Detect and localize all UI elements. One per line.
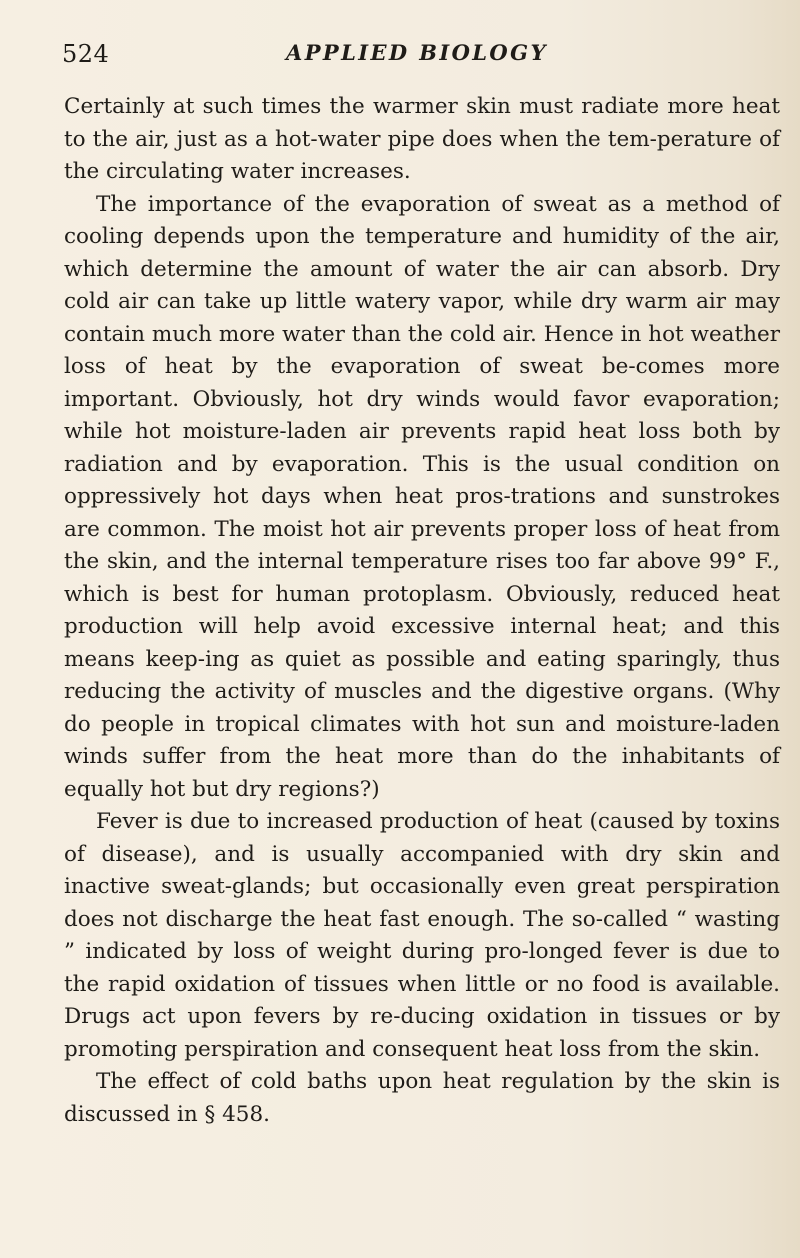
- running-title: APPLIED BIOLOGY: [286, 40, 548, 65]
- paragraph-2: The importance of the evaporation of sweat as a method of cooling depends upon the temperature and humidity of the air, which determine the amount of water the air can absorb. Dry cold air can take up little watery vapor, while dry warm air may contain much more water than the cold air. Hence in hot weather loss of heat by the evaporation of sweat be-comes more important. Obviously, hot dry winds would favor evaporation; while hot moisture-laden air prevents rapid heat loss both by radiation and by evaporation. This is the usual condition on oppressively hot days when heat pros-trations and sunstrokes are common. The moist hot air prevents proper loss of heat from the skin, and the internal temperature rises too far above 99° F., which is best for human protoplasm. Obviously, reduced heat production will help avoid excessive internal heat; and this means keep-ing as quiet as possible and eating sparingly, thus reducing the activity of muscles and the digestive organs. (Why do people in tropical climates with hot sun and moisture-laden winds suffer from the heat more than do the inhabitants of equally hot but dry regions?): [64, 191, 780, 802]
- paragraph-4: The effect of cold baths upon heat regulation by the skin is discussed in § 458.: [64, 1069, 780, 1127]
- page-header: [62, 40, 782, 76]
- body-text: [64, 91, 780, 1131]
- page-number: 524: [62, 40, 110, 68]
- paragraph-3: Fever is due to increased production of heat (caused by toxins of disease), and is usually accompanied with dry skin and inactive sweat-glands; but occasionally even great perspiration does not discharge the heat fast enough. The so-called “ wasting ” indicated by loss of weight during pro-longed fever is due to the rapid oxidation of tissues when little or no food is available. Drugs act upon fevers by re-ducing oxidation in tissues or by promoting perspiration and consequent heat loss from the skin.: [64, 809, 780, 1062]
- paragraph-1: Certainly at such times the warmer skin must radiate more heat to the air, just as a hot-water pipe does when the tem-perature of the circulating water increases.: [64, 94, 780, 184]
